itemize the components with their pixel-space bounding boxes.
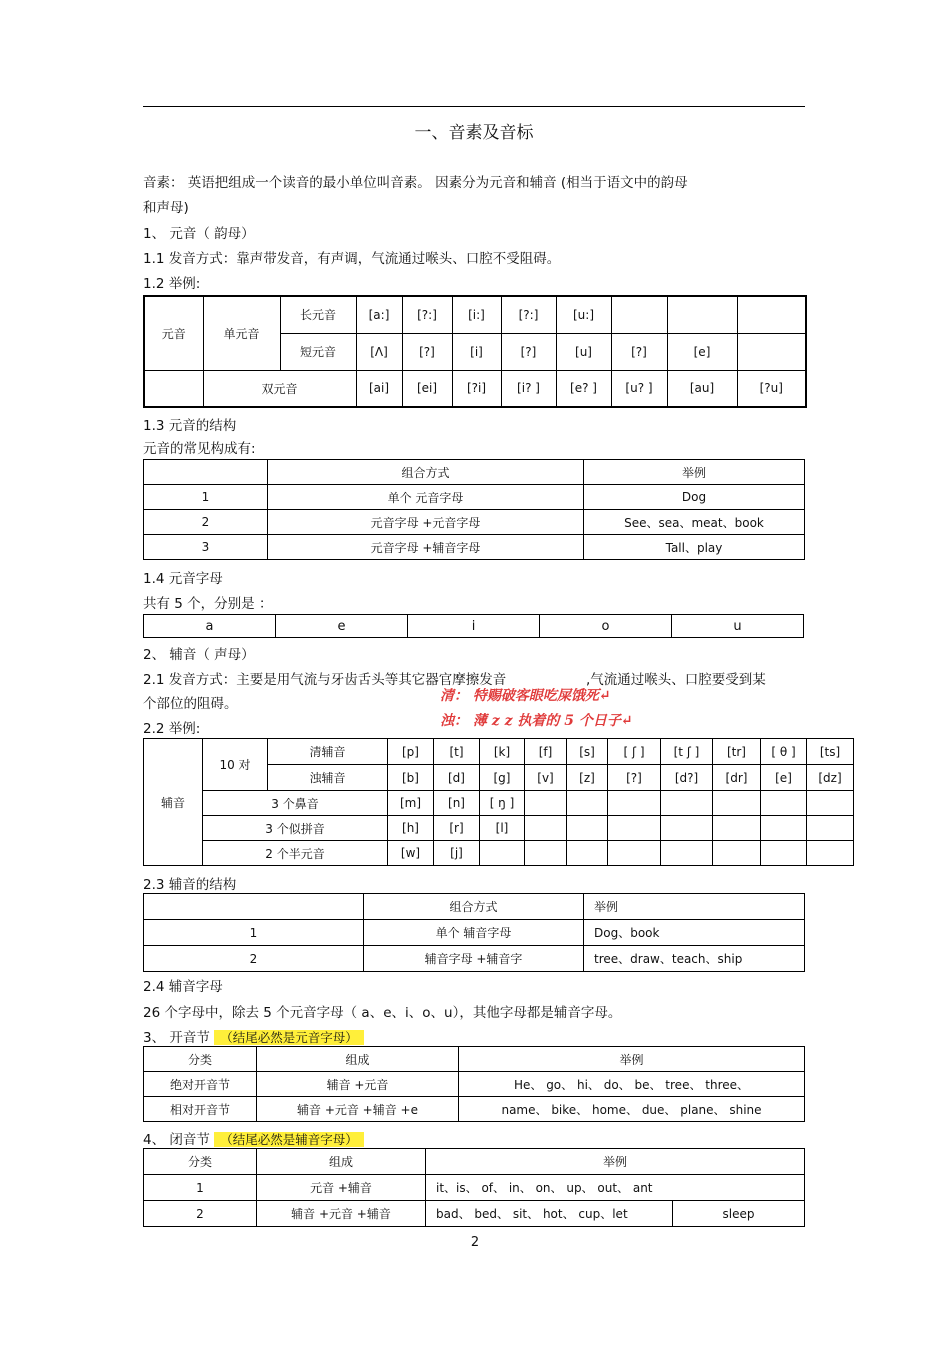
vowel-cell: [i? ] <box>501 370 556 407</box>
vowel-cell: [u? ] <box>611 370 667 407</box>
intro-line-1: 音素： 英语把组成一个读音的最小单位叫音素。 因素分为元音和辅音 (相当于语文中的韵母 <box>143 175 688 191</box>
consonant-cell: [e] <box>761 765 807 791</box>
para-2-1b: ,气流通过喉头、口腔要受到某 <box>586 672 766 688</box>
empty-cell <box>807 841 854 866</box>
table-cell: Dog <box>584 485 805 510</box>
para-1-4: 1.4 元音字母 <box>143 571 223 587</box>
vowel-cell: [e? ] <box>556 370 611 407</box>
empty-cell <box>661 816 713 841</box>
vowel-cell: [?] <box>611 333 667 370</box>
consonant-cell: [d?] <box>661 765 713 791</box>
consonant-cell: [d] <box>434 765 480 791</box>
consonant-cell: [dr] <box>713 765 761 791</box>
vowel-label: 元音 <box>144 296 203 370</box>
consonant-table <box>143 738 854 866</box>
empty-cell <box>807 816 854 841</box>
empty-cell <box>713 816 761 841</box>
vowel-structure-table <box>143 459 805 560</box>
empty-cell <box>737 296 806 333</box>
empty-cell <box>761 791 807 816</box>
table-cell: 辅音 +元音 +辅音 <box>257 1201 426 1227</box>
empty-cell <box>525 841 567 866</box>
para-2-4b: 26 个字母中，除去 5 个元音字母（ a、e、i、o、u），其他字母都是辅音字母。 <box>143 1005 622 1021</box>
table-cell: name、 bike、 home、 due、 plane、 shine <box>459 1097 805 1122</box>
consonant-cell: [n] <box>434 791 480 816</box>
vowel-cell: [u] <box>556 333 611 370</box>
consonant-cell: [dz] <box>807 765 854 791</box>
vowel-cell: [au] <box>667 370 737 407</box>
empty-cell <box>144 460 268 485</box>
table-cell: 1 <box>144 485 268 510</box>
para-2-1c: 个部位的阻碍。 <box>143 696 238 712</box>
open-syllable-table <box>143 1046 805 1122</box>
table-cell: 绝对开音节 <box>144 1072 257 1097</box>
header-cell: 举例 <box>584 460 805 485</box>
empty-cell <box>525 816 567 841</box>
empty-cell <box>761 816 807 841</box>
section-4-title: 4、 闭音节 <box>143 1132 210 1148</box>
empty-cell <box>737 333 806 370</box>
vowel-cell: [Λ] <box>356 333 402 370</box>
section-3-heading <box>143 1026 364 1046</box>
vowel-cell: [a:] <box>356 296 402 333</box>
empty-cell <box>608 816 661 841</box>
vowel-cell: [i:] <box>452 296 501 333</box>
table-cell: 2 <box>144 1201 257 1227</box>
consonant-cell: [v] <box>525 765 567 791</box>
consonant-cell: [tr] <box>713 739 761 765</box>
table-cell: 1 <box>144 920 364 946</box>
header-cell: 组合方式 <box>364 894 584 920</box>
para-1-3b: 元音的常见构成有: <box>143 441 256 457</box>
header-cell: 组成 <box>257 1047 459 1072</box>
page-title: 一、音素及音标 <box>414 123 534 143</box>
consonant-cell: [z] <box>567 765 608 791</box>
header-cell: 举例 <box>426 1149 805 1175</box>
single-vowel-label: 单元音 <box>203 296 280 370</box>
consonant-structure-table <box>143 893 805 972</box>
consonant-cell: [h] <box>388 816 434 841</box>
vowel-cell: [?] <box>501 333 556 370</box>
table-cell: bad、 bed、 sit、 hot、 cup、let <box>426 1201 673 1227</box>
letter-cell: u <box>672 615 804 638</box>
para-1-4b: 共有 5 个，分别是 ： <box>143 596 273 612</box>
consonant-cell: [m] <box>388 791 434 816</box>
empty-cell <box>661 841 713 866</box>
table-cell: He、 go、 hi、 do、 be、 tree、 three、 <box>459 1072 805 1097</box>
table-cell: 2 <box>144 946 364 972</box>
lateral-label: 3 个似拼音 <box>203 816 388 841</box>
semivowel-label: 2 个半元音 <box>203 841 388 866</box>
empty-cell <box>567 841 608 866</box>
empty-cell <box>611 296 667 333</box>
table-cell: 相对开音节 <box>144 1097 257 1122</box>
page-number: 2 <box>470 1235 480 1250</box>
consonant-cell: [ts] <box>807 739 854 765</box>
consonant-cell: [t ʃ ] <box>661 739 713 765</box>
table-cell: 3 <box>144 535 268 560</box>
empty-cell <box>807 791 854 816</box>
letter-cell: i <box>408 615 540 638</box>
vowel-cell: [ei] <box>402 370 452 407</box>
table-cell: 元音 +辅音 <box>257 1175 426 1201</box>
header-cell: 分类 <box>144 1047 257 1072</box>
table-cell: 辅音 +元音 +辅音 +e <box>257 1097 459 1122</box>
consonant-cell: [ ŋ ] <box>480 791 525 816</box>
section-3-highlight-note: （结尾必然是元音字母） <box>214 1030 364 1045</box>
short-vowel-label: 短元音 <box>280 333 356 370</box>
consonant-cell: [ ʃ ] <box>608 739 661 765</box>
consonant-cell: [t] <box>434 739 480 765</box>
section-2-heading: 2、 辅音（ 声母） <box>143 647 255 663</box>
header-cell: 举例 <box>584 894 805 920</box>
handwritten-note-2: 浊： 薄 z z 执着的 5 个日子↵ <box>440 713 633 729</box>
empty-cell <box>144 370 203 407</box>
closed-syllable-table <box>143 1148 805 1227</box>
consonant-label: 辅音 <box>144 739 203 866</box>
header-rule <box>143 106 805 107</box>
consonant-cell: [s] <box>567 739 608 765</box>
consonant-cell: [r] <box>434 816 480 841</box>
table-cell: 辅音 +元音 <box>257 1072 459 1097</box>
para-2-2: 2.2 举例: <box>143 721 201 737</box>
consonant-cell: [p] <box>388 739 434 765</box>
para-2-3: 2.3 辅音的结构 <box>143 877 237 893</box>
vowel-cell: [?:] <box>402 296 452 333</box>
letter-cell: e <box>276 615 408 638</box>
consonant-cell: [j] <box>434 841 480 866</box>
empty-cell <box>661 791 713 816</box>
pairs-label: 10 对 <box>203 739 268 791</box>
voiced-label: 浊辅音 <box>268 765 388 791</box>
vowel-letters-table <box>143 614 804 638</box>
table-cell: 2 <box>144 510 268 535</box>
table-cell: sleep <box>673 1201 805 1227</box>
empty-cell <box>567 791 608 816</box>
empty-cell <box>713 841 761 866</box>
empty-cell <box>608 841 661 866</box>
section-4-highlight-note: （结尾必然是辅音字母） <box>214 1132 364 1147</box>
vowel-cell: [?u] <box>737 370 806 407</box>
header-cell: 举例 <box>459 1047 805 1072</box>
para-1-2: 1.2 举例: <box>143 276 201 292</box>
table-cell: Tall、play <box>584 535 805 560</box>
table-cell: 元音字母 +元音字母 <box>268 510 584 535</box>
para-2-1a: 2.1 发音方式：主要是用气流与牙齿舌头等其它器官摩擦发音 <box>143 672 507 688</box>
empty-cell <box>713 791 761 816</box>
vowel-table <box>143 295 807 408</box>
header-cell: 分类 <box>144 1149 257 1175</box>
empty-cell <box>761 841 807 866</box>
section-4-heading <box>143 1128 364 1148</box>
vowel-cell: [?i] <box>452 370 501 407</box>
empty-cell <box>144 894 364 920</box>
header-cell: 组成 <box>257 1149 426 1175</box>
table-cell: tree、draw、teach、ship <box>584 946 805 972</box>
vowel-cell: [e] <box>667 333 737 370</box>
vowel-cell: [ai] <box>356 370 402 407</box>
consonant-cell: [g] <box>480 765 525 791</box>
consonant-cell: [b] <box>388 765 434 791</box>
para-1-3: 1.3 元音的结构 <box>143 418 237 434</box>
table-cell: 单个 元音字母 <box>268 485 584 510</box>
para-2-4: 2.4 辅音字母 <box>143 979 223 995</box>
vowel-cell: [u:] <box>556 296 611 333</box>
voiceless-label: 清辅音 <box>268 739 388 765</box>
vowel-cell: [?:] <box>501 296 556 333</box>
table-cell: 辅音字母 +辅音字 <box>364 946 584 972</box>
letter-cell: o <box>540 615 672 638</box>
consonant-cell: [ θ ] <box>761 739 807 765</box>
vowel-cell: [?] <box>402 333 452 370</box>
consonant-cell: [l] <box>480 816 525 841</box>
table-cell: 元音字母 +辅音字母 <box>268 535 584 560</box>
handwritten-note-1: 清： 特赐破客眼吃屎饿死↵ <box>440 688 611 704</box>
consonant-cell: [f] <box>525 739 567 765</box>
nasal-label: 3 个鼻音 <box>203 791 388 816</box>
consonant-cell: [?] <box>608 765 661 791</box>
empty-cell <box>567 816 608 841</box>
table-cell: 单个 辅音字母 <box>364 920 584 946</box>
empty-cell <box>525 791 567 816</box>
header-cell: 组合方式 <box>268 460 584 485</box>
section-3-title: 3、 开音节 <box>143 1030 210 1046</box>
para-1-1: 1.1 发音方式：靠声带发音，有声调，气流通过喉头、口腔不受阻碍。 <box>143 251 561 267</box>
section-1-heading: 1、 元音（ 韵母） <box>143 226 255 242</box>
table-cell: it、is、 of、 in、 on、 up、 out、 ant <box>426 1175 805 1201</box>
table-cell: See、sea、meat、book <box>584 510 805 535</box>
table-cell: 1 <box>144 1175 257 1201</box>
empty-cell <box>667 296 737 333</box>
consonant-cell: [k] <box>480 739 525 765</box>
empty-cell <box>608 791 661 816</box>
double-vowel-label: 双元音 <box>203 370 356 407</box>
letter-cell: a <box>144 615 276 638</box>
empty-cell <box>480 841 525 866</box>
intro-line-2: 和声母) <box>143 200 189 216</box>
consonant-cell: [w] <box>388 841 434 866</box>
long-vowel-label: 长元音 <box>280 296 356 333</box>
vowel-cell: [i] <box>452 333 501 370</box>
table-cell: Dog、book <box>584 920 805 946</box>
